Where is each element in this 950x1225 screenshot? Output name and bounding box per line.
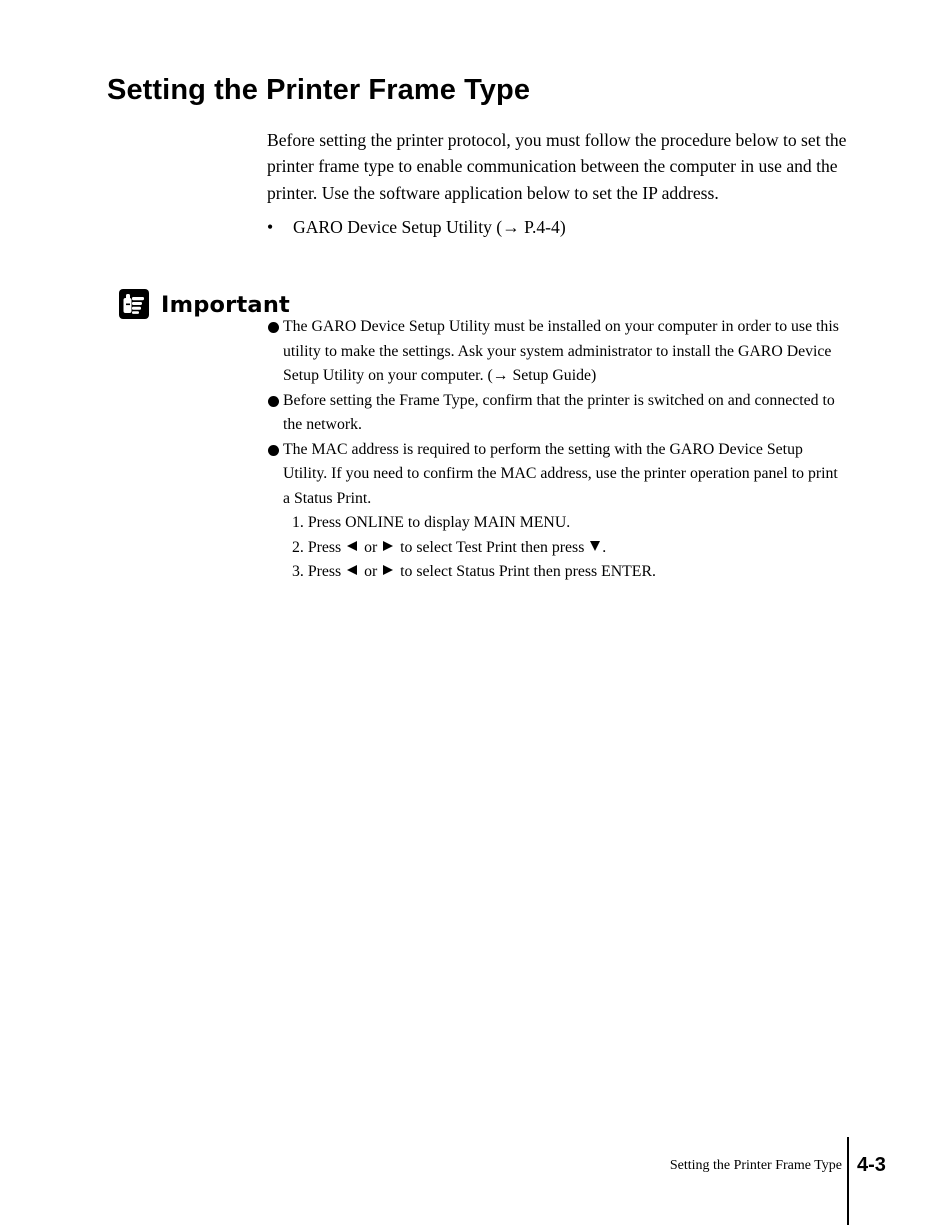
right-arrow-key-icon (383, 565, 393, 575)
step-end-text: . (602, 538, 607, 556)
important-heading: Important (161, 292, 290, 318)
intro-list-item (267, 214, 566, 240)
step-item (292, 560, 847, 585)
bullet-dot-icon (268, 445, 279, 456)
important-item (267, 438, 847, 585)
step-text: Press ONLINE to display MAIN MENU. (307, 514, 571, 531)
important-item-text: Before setting the Frame Type, confirm that the printer is switched on and connected to the network. (283, 391, 835, 433)
step-number: 2. (292, 538, 304, 556)
step-item (292, 536, 847, 561)
page-title: Setting the Printer Frame Type (107, 74, 531, 106)
footer-section-title: Setting the Printer Frame Type (669, 1158, 842, 1173)
bullet-dot-icon (268, 322, 279, 333)
utility-reference-text: GARO Device Setup Utility (→ P.4-4) (293, 217, 566, 237)
footer-divider (847, 1137, 849, 1225)
step-number: 1. (292, 514, 304, 531)
bullet-dot-icon (268, 396, 279, 407)
page-number: 4-3 (857, 1154, 886, 1176)
important-item-text: The GARO Device Setup Utility must be installed on your computer in order to use this utility to make the settings. Ask your system administrator to install the GARO Device Setup Utility on your computer. (→ Setup Guide) (283, 318, 839, 384)
important-item (267, 389, 847, 438)
left-arrow-key-icon (347, 541, 357, 551)
pointing-hand-note-icon (119, 289, 149, 319)
important-item (267, 315, 847, 389)
important-list (267, 315, 847, 585)
step-text: to select Status Print then press ENTER. (400, 563, 656, 580)
intro-paragraph: Before setting the printer protocol, you must follow the procedure below to set the printer frame type to enable communication between the computer in use and the printer. Use the software application below to set the IP address. (267, 130, 847, 203)
step-number: 3. (292, 563, 304, 580)
bullet-icon: • (267, 217, 274, 237)
right-arrow-key-icon (383, 541, 393, 551)
step-press-text: Press (307, 563, 342, 580)
step-item (292, 511, 847, 536)
step-press-text: Press (307, 538, 342, 556)
step-or-text: or (364, 538, 378, 556)
step-text: to select Test Print then press (400, 538, 585, 556)
intro-list (267, 214, 566, 240)
important-item-text: The MAC address is required to perform the setting with the GARO Device Setup Utility. If you need to confirm the MAC address, use the printer operation panel to print a Status Print. (283, 440, 838, 507)
down-arrow-key-icon (590, 541, 600, 551)
left-arrow-key-icon (347, 565, 357, 575)
step-or-text: or (364, 563, 378, 580)
status-print-steps (283, 511, 847, 585)
